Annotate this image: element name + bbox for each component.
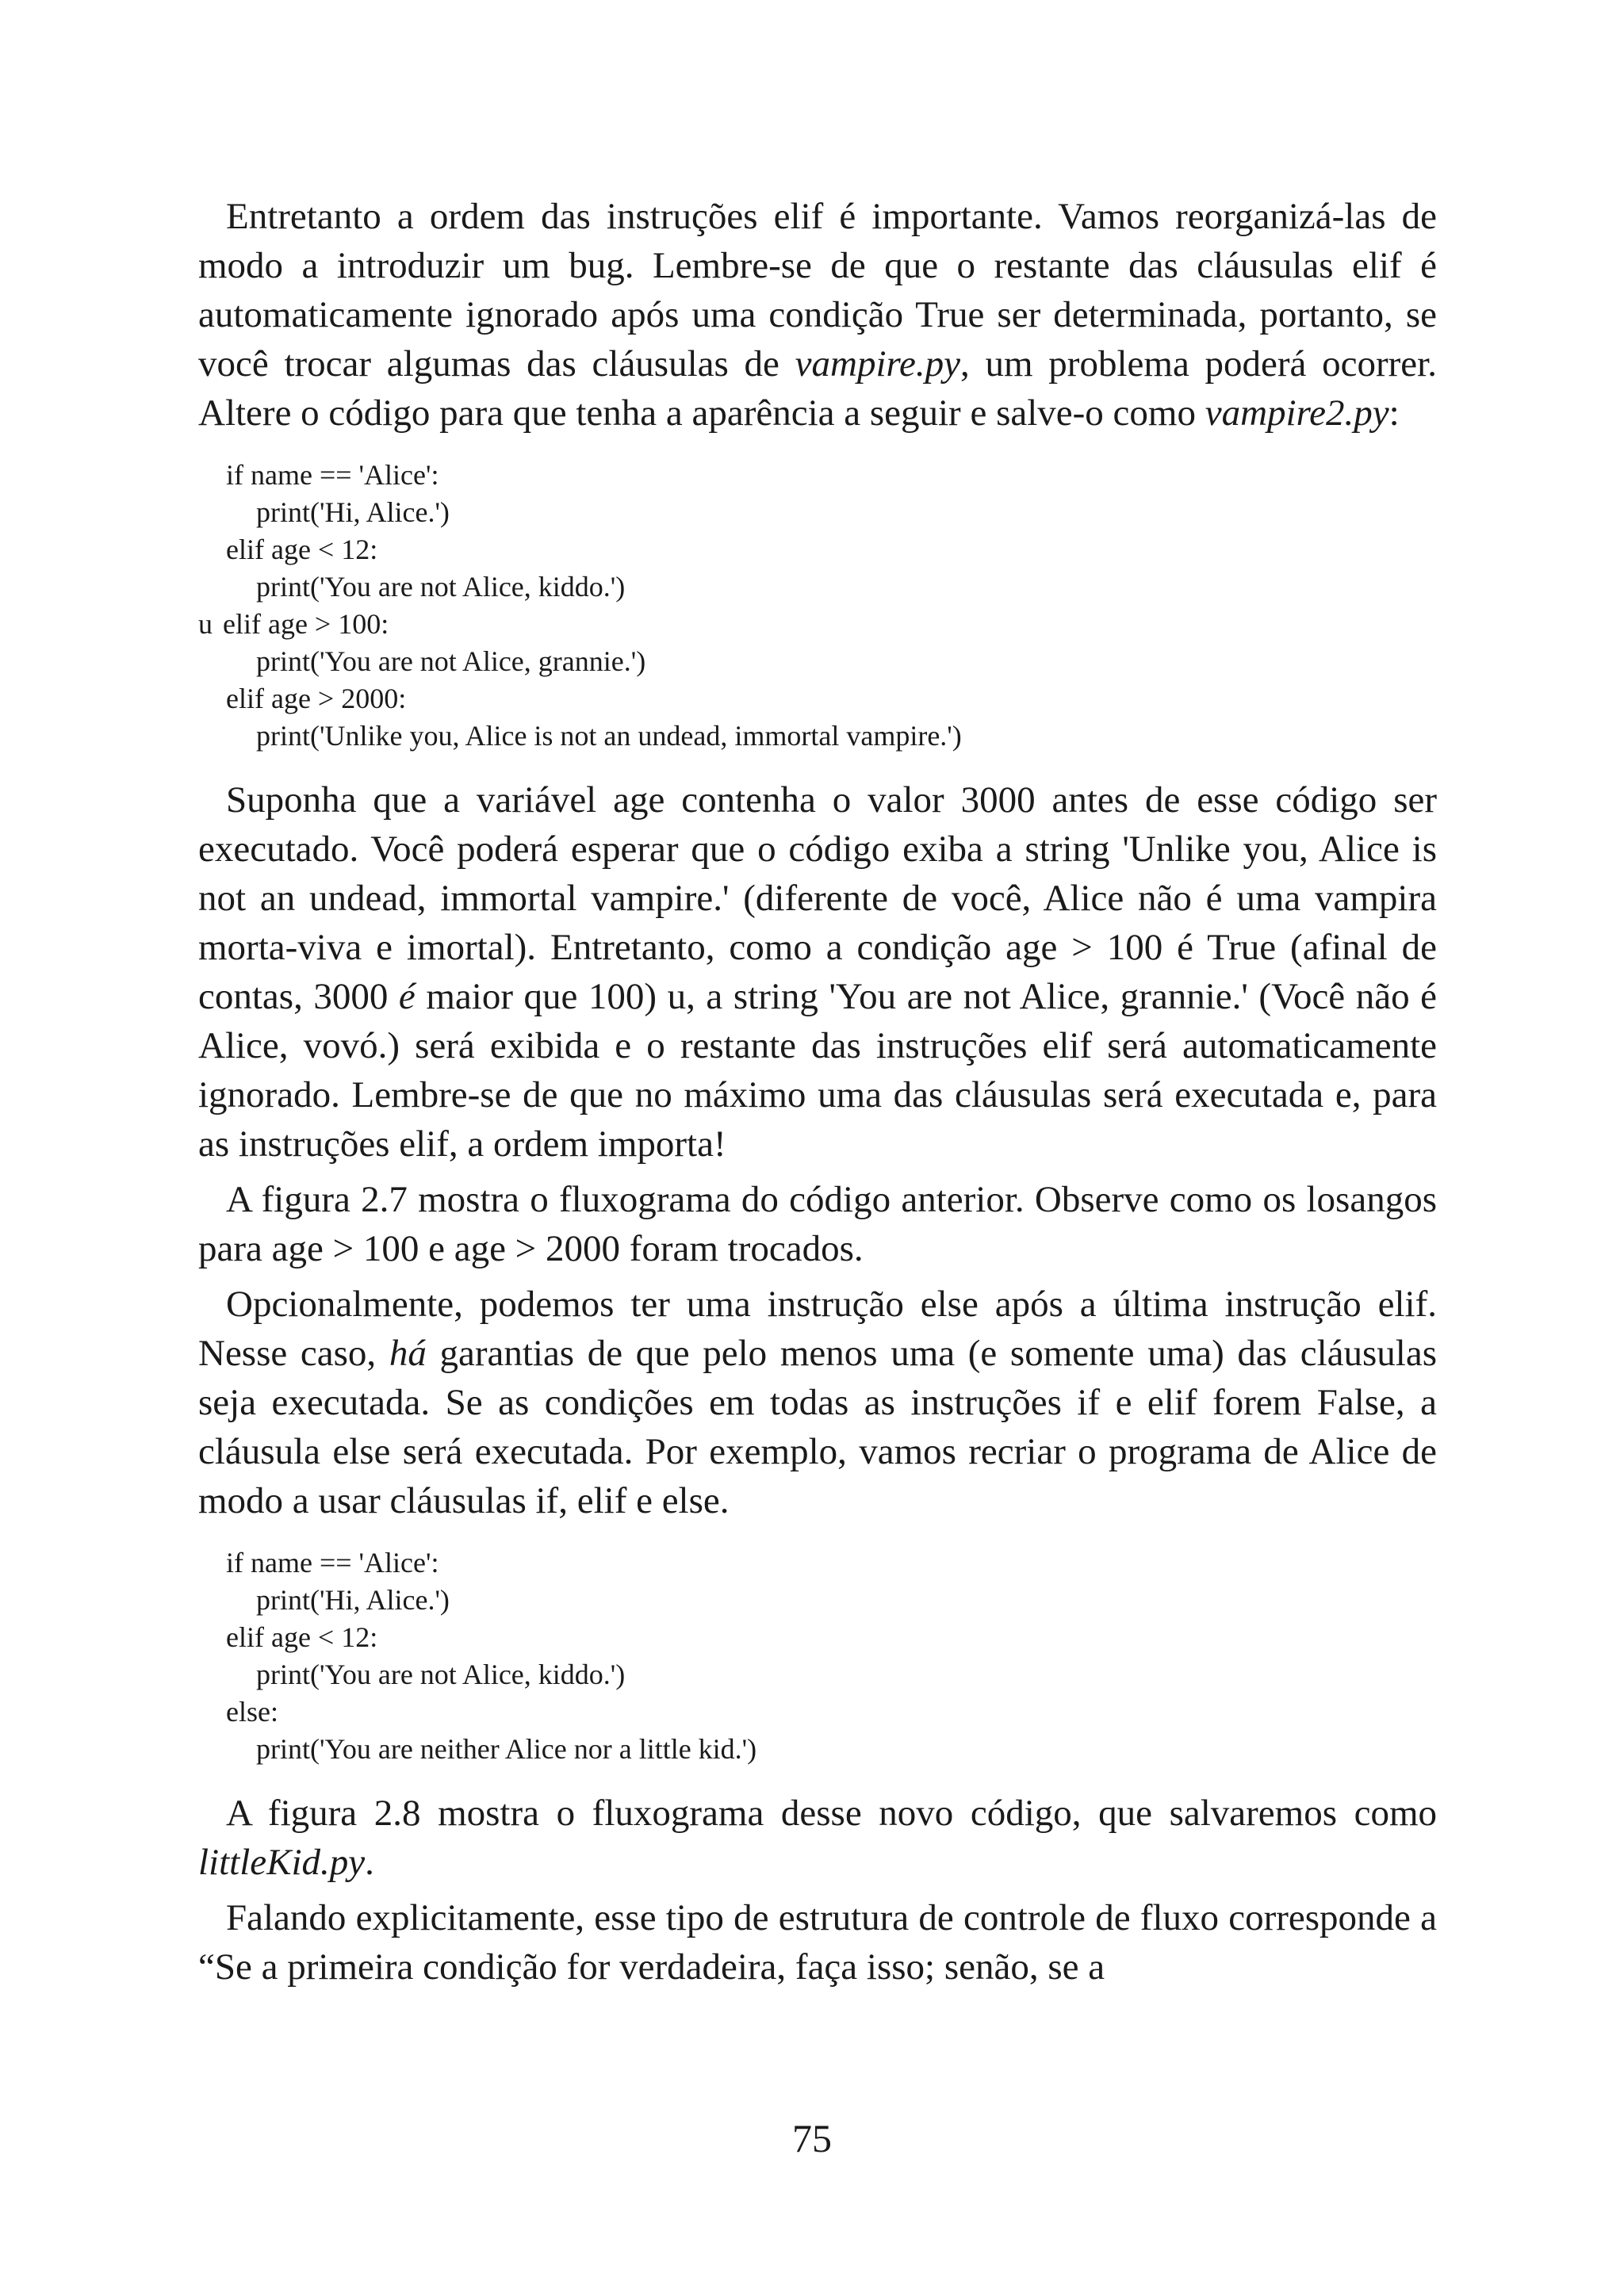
paragraph-figure-2-7: A figura 2.7 mostra o fluxograma do código anterior. Observe como os losangos para age > 100 e age > 2000 foram trocados. (198, 1179, 1437, 1269)
text-run: garantias de que pelo menos uma (e somente uma) das cláusulas seja executada. Se as condições em todas as instruções if e elif forem False, a cláusula else será executada. Por exemplo, vamos recriar o programa de Alice de modo a usar cláusulas if, elif e else. (198, 1333, 1437, 1521)
code-line: u elif age > 100: (198, 606, 1437, 643)
code-line: elif age > 2000: (226, 683, 407, 714)
paragraph-figure-2-8 (198, 1789, 1437, 1887)
paragraph-age-3000 (198, 775, 1437, 1169)
filename-littlekid: littleKid.py (198, 1842, 366, 1883)
code-line: print('Unlike you, Alice is not an undead, immortal vampire.') (256, 720, 962, 752)
code-marker-u: u (198, 608, 213, 640)
code-line: print('You are not Alice, grannie.') (256, 645, 646, 677)
text-run: : (1388, 392, 1400, 434)
code-line: elif age < 12: (226, 1621, 378, 1653)
paragraph-else-clause (198, 1280, 1437, 1525)
filename-vampire2: vampire2.py (1205, 392, 1389, 434)
text-run: , um problema poderá ocorrer. Altere o código para que tenha a aparência a seguir e salve-o como (198, 343, 1437, 434)
text-run: maior que 100) u, a string 'You are not Alice, grannie.' (Você não é Alice, vovó.) será exibida e o restante das instruções elif será automaticamente ignorado. Lembre-se de que no máximo uma das cláusulas será executada e, para as instruções elif, a ordem importa! (198, 976, 1437, 1165)
text-run: Suponha que a variável age contenha o valor 3000 antes de esse código ser executado. Você poderá esperar que o código exiba a string 'Unlike you, Alice is not an undead, immortal vampire.' (diferente de você, Alice não é uma vampira morta-viva e imortal). Entretanto, como a condição age > 100 é True (afinal de contas, 3000 (198, 779, 1437, 1017)
page-content (198, 192, 1437, 1998)
page-number: 75 (792, 2116, 832, 2160)
text-run: . (365, 1842, 374, 1883)
emphasis-e: é (398, 976, 416, 1017)
emphasis-ha: há (389, 1333, 427, 1374)
code-line: if name == 'Alice': (226, 459, 439, 491)
paragraph-elif-order (198, 192, 1437, 438)
code-line: print('Hi, Alice.') (256, 1584, 450, 1616)
text-run: Opcionalmente, podemos ter uma instrução else após a última instrução elif. Nesse caso, (198, 1284, 1437, 1374)
code-line: elif age < 12: (226, 534, 378, 565)
filename-vampire: vampire.py (795, 343, 961, 385)
code-line: else: (226, 1696, 278, 1728)
text-run: Entretanto a ordem das instruções elif é importante. Vamos reorganizá-las de modo a introduzir um bug. Lembre-se de que o restante das cláusulas elif é automaticamente ignorado após uma condição True ser determinada, portanto, se você trocar algumas das cláusulas de (198, 196, 1437, 385)
paragraph-control-flow: Falando explicitamente, esse tipo de estrutura de controle de fluxo corresponde a “Se a primeira condição for verdadeira, faça isso; senão, se a (198, 1897, 1437, 1988)
code-line: print('You are not Alice, kiddo.') (256, 1659, 626, 1690)
code-block-vampire2 (198, 457, 1437, 755)
text-run: A figura 2.8 mostra o fluxograma desse novo código, que salvaremos como (226, 1793, 1437, 1834)
code-block-littlekid (198, 1544, 1437, 1768)
code-line: if name == 'Alice': (226, 1547, 439, 1578)
code-line: print('You are neither Alice nor a little kid.') (256, 1733, 757, 1765)
code-line: print('Hi, Alice.') (256, 496, 450, 528)
code-line: print('You are not Alice, kiddo.') (256, 571, 626, 603)
